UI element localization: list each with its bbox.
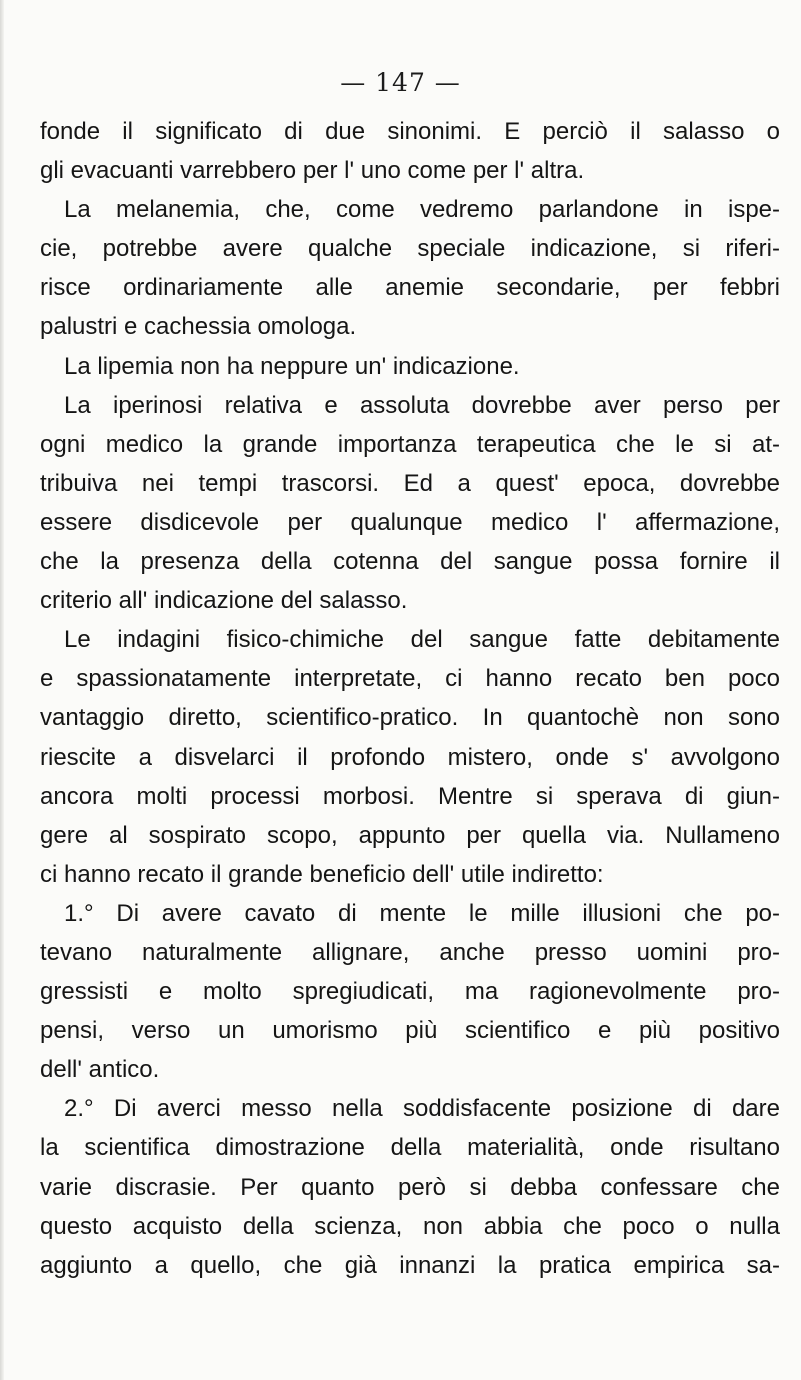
- text-line: ancora molti processi morbosi. Mentre si sperava di giun-: [40, 782, 780, 810]
- text-line: cie, potrebbe avere qualche speciale indicazione, si riferi-: [40, 235, 780, 263]
- text-line: questo acquisto della scienza, non abbia che poco o nulla: [40, 1212, 780, 1240]
- text-line: ogni medico la grande importanza terapeutica che le si at-: [40, 430, 780, 458]
- text-line: pensi, verso un umorismo più scientifico e più positivo: [40, 1017, 780, 1045]
- text-line: risce ordinariamente alle anemie secondarie, per febbri: [40, 274, 780, 302]
- page-number-header: — 147 —: [340, 68, 461, 97]
- text-line: Le indagini fisico-chimiche del sangue fatte debitamente: [64, 626, 780, 654]
- text-line: La lipemia non ha neppure un' indicazione.: [64, 352, 520, 380]
- text-line: aggiunto a quello, che già innanzi la pratica empirica sa-: [40, 1251, 780, 1279]
- text-line: e spassionatamente interpretate, ci hanno recato ben poco: [40, 665, 780, 693]
- text-line: La melanemia, che, come vedremo parlandone in ispe-: [64, 196, 780, 224]
- text-line: La iperinosi relativa e assoluta dovrebbe aver perso per: [64, 391, 780, 419]
- text-line: gressisti e molto spregiudicati, ma ragionevolmente pro-: [40, 978, 780, 1006]
- text-line: fonde il significato di due sinonimi. E perciò il salasso o: [40, 118, 780, 145]
- text-line: varie discrasie. Per quanto però si debba confessare che: [40, 1173, 780, 1201]
- text-line: che la presenza della cotenna del sangue possa fornire il: [40, 548, 780, 576]
- text-line: 2.° Di averci messo nella soddisfacente posizione di dare: [64, 1095, 780, 1123]
- text-line: tevano naturalmente allignare, anche presso uomini pro-: [40, 938, 780, 966]
- text-line: la scientifica dimostrazione della materialità, onde risultano: [40, 1134, 780, 1162]
- text-line: ci hanno recato il grande beneficio dell' utile indiretto:: [40, 860, 604, 888]
- page-edge-shadow: [0, 0, 4, 1380]
- text-line: palustri e cachessia omologa.: [40, 313, 357, 341]
- text-line: gere al sospirato scopo, appunto per quella via. Nullameno: [40, 821, 780, 849]
- text-line: vantaggio diretto, scientifico-pratico. In quantochè non sono: [40, 704, 780, 732]
- text-line: tribuiva nei tempi trascorsi. Ed a quest' epoca, dovrebbe: [40, 469, 780, 497]
- text-line: riescite a disvelarci il profondo mistero, onde s' avvolgono: [40, 743, 780, 771]
- text-line: dell' antico.: [40, 1056, 160, 1084]
- text-line: 1.° Di avere cavato di mente le mille illusioni che po-: [64, 899, 780, 927]
- body-text: [40, 112, 780, 1285]
- text-line: gli evacuanti varrebbero per l' uno come per l' altra.: [40, 157, 585, 185]
- text-line: criterio all' indicazione del salasso.: [40, 587, 408, 615]
- text-line: essere disdicevole per qualunque medico l' affermazione,: [40, 508, 780, 536]
